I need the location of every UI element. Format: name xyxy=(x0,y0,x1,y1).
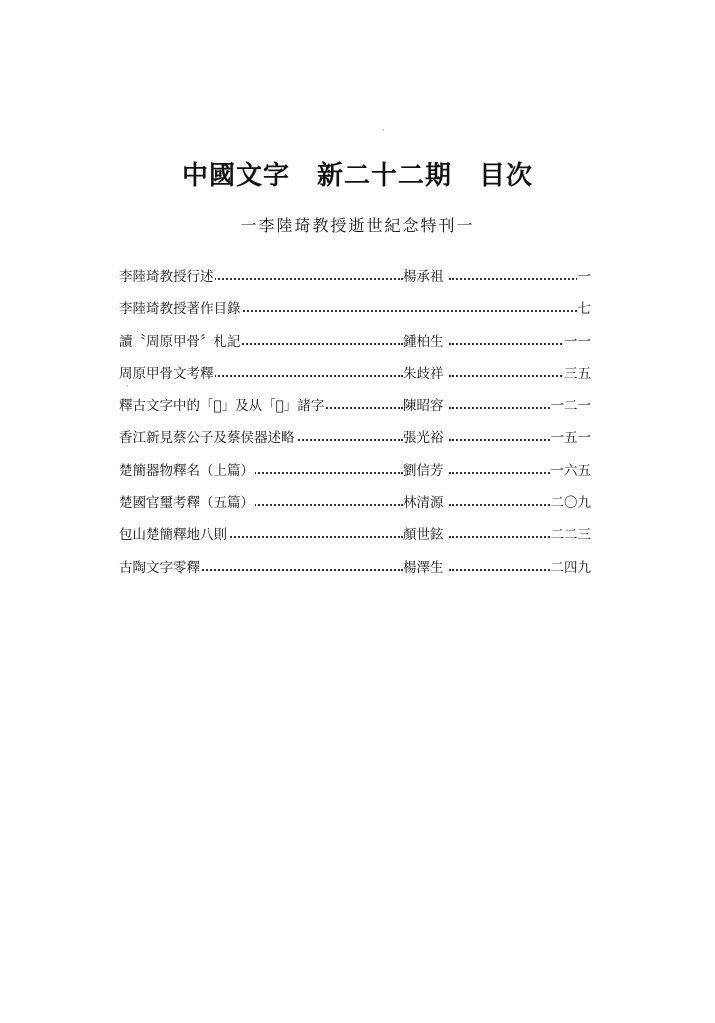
entry-author: 朱歧祥 xyxy=(403,365,444,382)
entry-title: 釋古文字中的「𦍍」及从「𦍍」諸字 xyxy=(119,398,325,415)
entry-author: 張光裕 xyxy=(403,430,444,447)
toc-entry xyxy=(119,328,591,360)
entry-title: 古陶文字零釋 xyxy=(119,559,200,576)
entry-title: 周原甲骨文考釋 xyxy=(119,365,214,382)
page-title: 中國文字 新二十二期 目次 xyxy=(181,161,533,191)
toc-entry xyxy=(119,489,591,521)
entry-author: 顏世鉉 xyxy=(403,527,444,544)
entry-author: 楊承祖 xyxy=(403,269,444,285)
entry-page: 三五 xyxy=(564,365,591,382)
toc-entry xyxy=(119,392,591,424)
entry-page: 一五一 xyxy=(550,430,591,447)
table-of-contents xyxy=(119,263,591,586)
toc-entry xyxy=(119,424,591,456)
entry-author: 林清源 xyxy=(403,495,444,512)
entry-page: 二〇九 xyxy=(550,495,591,512)
toc-entry xyxy=(119,457,591,489)
page-subtitle: 一李陸琦教授逝世紀念特刊一 xyxy=(240,216,475,235)
toc-entry xyxy=(119,521,591,553)
entry-author: 劉信芳 xyxy=(403,462,444,479)
entry-page: 一六五 xyxy=(550,462,591,479)
scan-speck: · xyxy=(382,126,385,135)
entry-title: 香江新見蔡公子及蔡侯器述略 xyxy=(119,430,295,447)
entry-page: 一 xyxy=(577,269,591,285)
entry-title: 讀〝周原甲骨〞札記 xyxy=(119,333,241,350)
toc-entry xyxy=(119,263,591,295)
entry-author: 陳昭容 xyxy=(403,398,444,415)
toc-entry xyxy=(119,295,591,327)
entry-title: 楚簡器物釋名（上篇） xyxy=(119,462,254,479)
toc-entry xyxy=(119,554,591,586)
scan-speck: · xyxy=(126,382,129,391)
toc-entry xyxy=(119,360,591,392)
entry-page: 一二一 xyxy=(550,398,591,415)
entry-author: 楊澤生 xyxy=(403,559,444,576)
entry-page: 二四九 xyxy=(550,559,591,576)
entry-title: 楚國官璽考釋（五篇） xyxy=(119,495,254,512)
entry-page: 七 xyxy=(577,301,591,318)
entry-author: 鍾柏生 xyxy=(403,333,444,350)
entry-title: 李陸琦教授行述 xyxy=(119,269,214,285)
entry-page: 二二三 xyxy=(550,527,591,544)
entry-page: 一一 xyxy=(564,333,591,350)
entry-title: 包山楚簡釋地八則 xyxy=(119,527,227,544)
entry-title: 李陸琦教授著作目錄 xyxy=(119,301,241,318)
